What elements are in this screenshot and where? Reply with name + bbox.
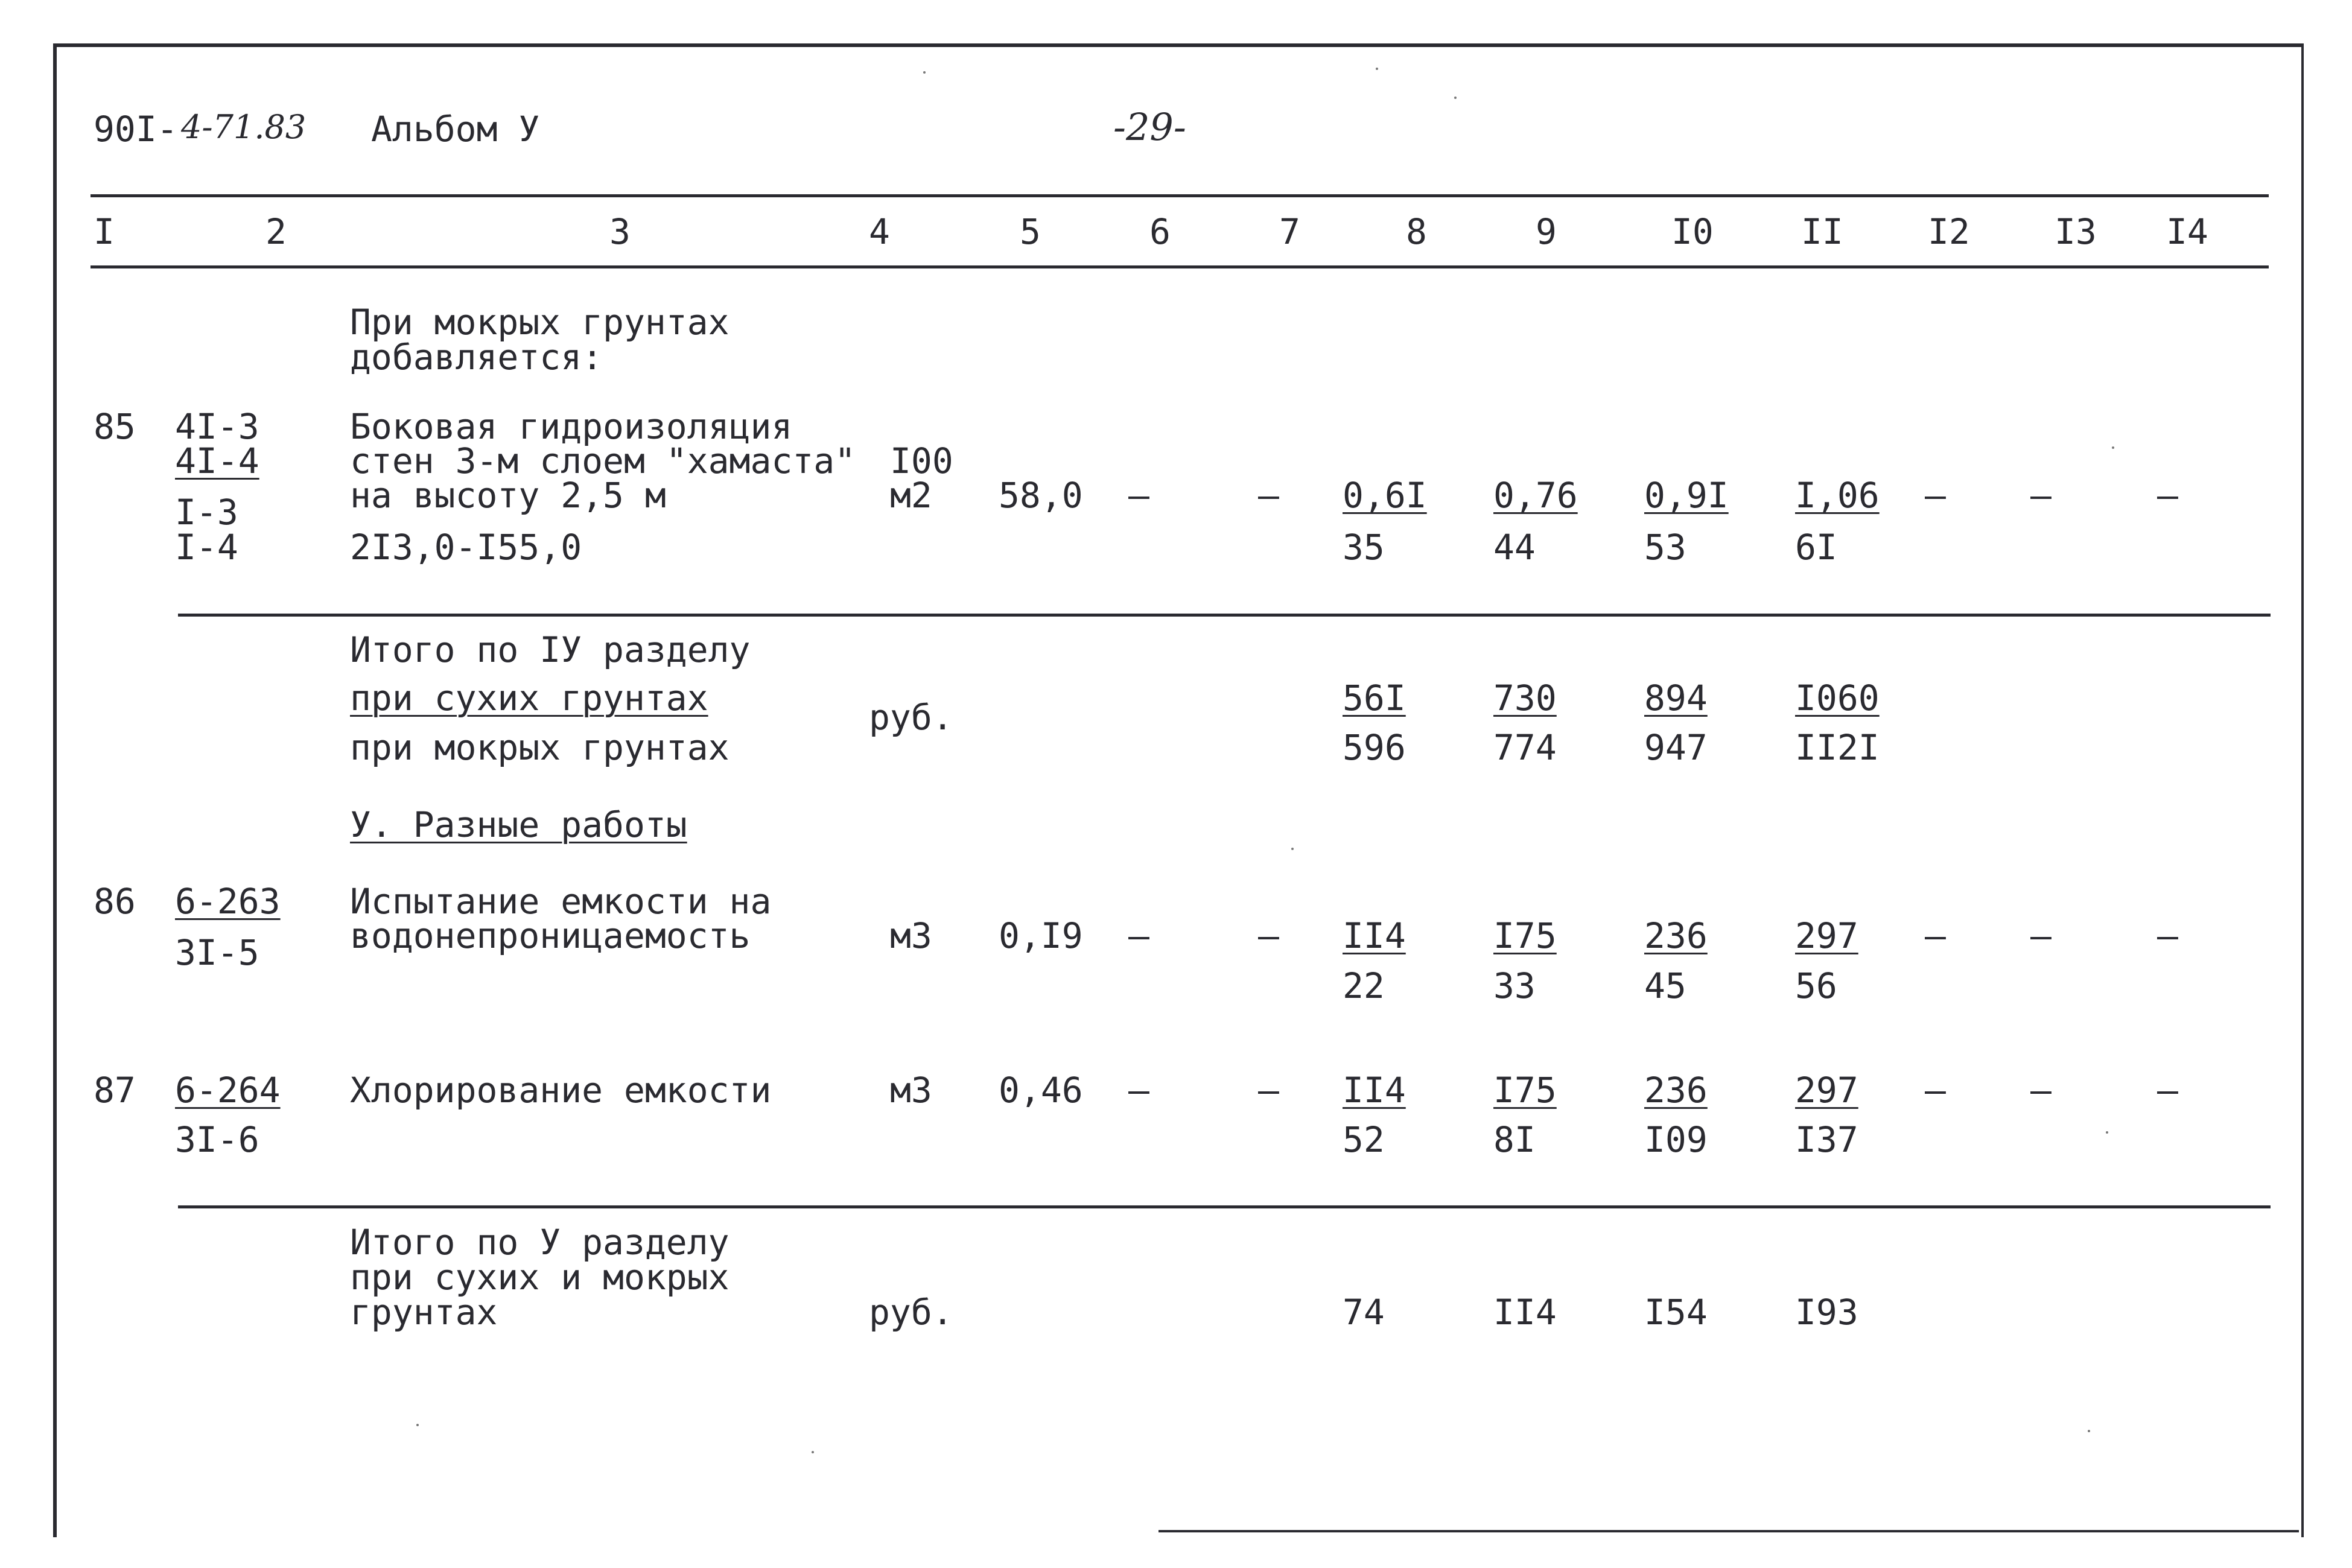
col-header-5: 5 xyxy=(1020,211,1041,252)
row85-col10-top: 0,9I xyxy=(1644,475,1729,516)
row86-col13: – xyxy=(2030,915,2052,956)
row87-col13: – xyxy=(2030,1070,2052,1111)
page-frame-bottom xyxy=(1159,1530,2299,1532)
row87-qty: 0,46 xyxy=(999,1070,1083,1111)
col-header-11: II xyxy=(1801,211,1843,252)
row85-desc-1: Боковая гидроизоляция xyxy=(350,406,793,447)
row87-col12: – xyxy=(1925,1070,1946,1111)
row85-desc-2: стен 3-м слоем "хамаста" xyxy=(350,440,856,481)
row86-col9-bottom: 33 xyxy=(1493,965,1536,1006)
row85-unit-2: м2 xyxy=(890,475,932,516)
total5-col9: II4 xyxy=(1493,1292,1557,1333)
row86-col8-bottom: 22 xyxy=(1343,965,1385,1006)
row85-col9-top: 0,76 xyxy=(1493,475,1578,516)
scan-speck xyxy=(2106,1131,2108,1134)
row85-col8-top: 0,6I xyxy=(1343,475,1427,516)
row86-code-1: 6-263 xyxy=(175,881,281,922)
row86-col11-bottom: 56 xyxy=(1795,965,1837,1006)
row86-number: 86 xyxy=(94,881,136,922)
row87-col9-top: I75 xyxy=(1493,1070,1557,1111)
row86-col9-top: I75 xyxy=(1493,915,1557,956)
row86-qty: 0,I9 xyxy=(999,915,1083,956)
row86-unit: м3 xyxy=(890,915,932,956)
scan-speck xyxy=(2112,446,2114,449)
total5-unit: руб. xyxy=(869,1292,953,1333)
total4-dry-col10: 894 xyxy=(1644,678,1708,719)
total4-unit: руб. xyxy=(869,697,953,738)
col-header-12: I2 xyxy=(1928,211,1970,252)
scan-speck xyxy=(1376,68,1378,70)
row87-col10-bottom: I09 xyxy=(1644,1119,1708,1160)
doc-code-handwritten: 4-71.83 xyxy=(181,108,307,146)
row87-unit: м3 xyxy=(890,1070,932,1111)
scan-speck xyxy=(416,1424,419,1426)
row85-col14: – xyxy=(2157,475,2178,516)
row85-code-4: I-4 xyxy=(175,527,238,568)
scan-speck xyxy=(923,71,926,74)
row87-col8-bottom: 52 xyxy=(1343,1119,1385,1160)
row87-code-2: 3I-6 xyxy=(175,1119,259,1160)
scan-speck xyxy=(812,1451,814,1453)
row86-desc-1: Испытание емкости на xyxy=(350,881,772,922)
row85-qty: 58,0 xyxy=(999,475,1083,516)
col-header-6: 6 xyxy=(1149,211,1171,252)
total5-col8: 74 xyxy=(1343,1292,1385,1333)
total4-dry-col11: I060 xyxy=(1795,678,1880,719)
row86-col10-bottom: 45 xyxy=(1644,965,1686,1006)
row86-col7: – xyxy=(1258,915,1279,956)
album-title: Альбом У xyxy=(371,109,540,150)
row87-desc-1: Хлорирование емкости xyxy=(350,1070,772,1111)
page-number: -29- xyxy=(1113,105,1186,149)
scan-speck xyxy=(2088,1430,2090,1432)
col-header-8: 8 xyxy=(1406,211,1427,252)
total4-wet-label: при мокрых грунтах xyxy=(350,727,729,768)
row85-col13: – xyxy=(2030,475,2052,516)
col-header-3: 3 xyxy=(609,211,631,252)
row85-col10-bottom: 53 xyxy=(1644,527,1686,568)
row85-code-1: 4I-3 xyxy=(175,406,259,447)
row86-desc-2: водонепроницаемость xyxy=(350,915,751,956)
col-header-13: I3 xyxy=(2055,211,2097,252)
row86-col8-top: II4 xyxy=(1343,915,1406,956)
row85-desc-3: на высоту 2,5 м xyxy=(350,475,666,516)
total4-dry-col9: 730 xyxy=(1493,678,1557,719)
col-header-9: 9 xyxy=(1536,211,1557,252)
row85-number: 85 xyxy=(94,406,136,447)
row87-col14: – xyxy=(2157,1070,2178,1111)
total4-title: Итого по IУ разделу xyxy=(350,629,751,670)
row85-code-2: 4I-4 xyxy=(175,440,259,481)
row85-col6: – xyxy=(1128,475,1149,516)
total4-wet-col11: II2I xyxy=(1795,727,1880,768)
total4-wet-col8: 596 xyxy=(1343,727,1406,768)
col-header-2: 2 xyxy=(265,211,287,252)
intro-line-1: При мокрых грунтах xyxy=(350,302,729,343)
row86-col12: – xyxy=(1925,915,1946,956)
row85-col12: – xyxy=(1925,475,1946,516)
row86-col11-top: 297 xyxy=(1795,915,1858,956)
row87-col11-bottom: I37 xyxy=(1795,1119,1858,1160)
col-header-1: I xyxy=(94,211,115,252)
scan-speck xyxy=(1454,97,1457,99)
row87-col11-top: 297 xyxy=(1795,1070,1858,1111)
intro-line-2: добавляется: xyxy=(350,337,603,378)
row85-unit-1: I00 xyxy=(890,440,953,481)
header-rule-bottom xyxy=(91,265,2269,268)
row85-col11-top: I,06 xyxy=(1795,475,1880,516)
row87-col6: – xyxy=(1128,1070,1149,1111)
row86-code-2: 3I-5 xyxy=(175,932,259,973)
row85-col8-bottom: 35 xyxy=(1343,527,1385,568)
row87-col8-top: II4 xyxy=(1343,1070,1406,1111)
row86-col10-top: 236 xyxy=(1644,915,1708,956)
row85-col7: – xyxy=(1258,475,1279,516)
total4-wet-col9: 774 xyxy=(1493,727,1557,768)
row87-code-1: 6-264 xyxy=(175,1070,281,1111)
row85-code-3: I-3 xyxy=(175,492,238,533)
total5-col10: I54 xyxy=(1644,1292,1708,1333)
col-header-7: 7 xyxy=(1279,211,1300,252)
row85-col11-bottom: 6I xyxy=(1795,527,1837,568)
col-header-14: I4 xyxy=(2166,211,2208,252)
total4-dry-col8: 56I xyxy=(1343,678,1406,719)
col-header-4: 4 xyxy=(869,211,890,252)
total5-line-2: при сухих и мокрых xyxy=(350,1257,729,1298)
total4-wet-col10: 947 xyxy=(1644,727,1708,768)
total4-dry-label: при сухих грунтах xyxy=(350,678,708,719)
scan-speck xyxy=(1291,848,1294,850)
row86-col6: – xyxy=(1128,915,1149,956)
header-rule-top xyxy=(91,194,2269,197)
row86-col14: – xyxy=(2157,915,2178,956)
section-rule-2 xyxy=(178,1205,2271,1208)
row85-desc-4: 2I3,0-I55,0 xyxy=(350,527,582,568)
total5-col11: I93 xyxy=(1795,1292,1858,1333)
row87-number: 87 xyxy=(94,1070,136,1111)
row87-col9-bottom: 8I xyxy=(1493,1119,1536,1160)
doc-code-prefix: 90I- xyxy=(94,109,178,150)
row87-col7: – xyxy=(1258,1070,1279,1111)
col-header-10: I0 xyxy=(1671,211,1714,252)
section-rule-1 xyxy=(178,614,2271,617)
total5-line-1: Итого по У разделу xyxy=(350,1222,729,1263)
row87-col10-top: 236 xyxy=(1644,1070,1708,1111)
total5-line-3: грунтах xyxy=(350,1292,498,1333)
row85-col9-bottom: 44 xyxy=(1493,527,1536,568)
section5-title: У. Разные работы xyxy=(350,804,687,845)
